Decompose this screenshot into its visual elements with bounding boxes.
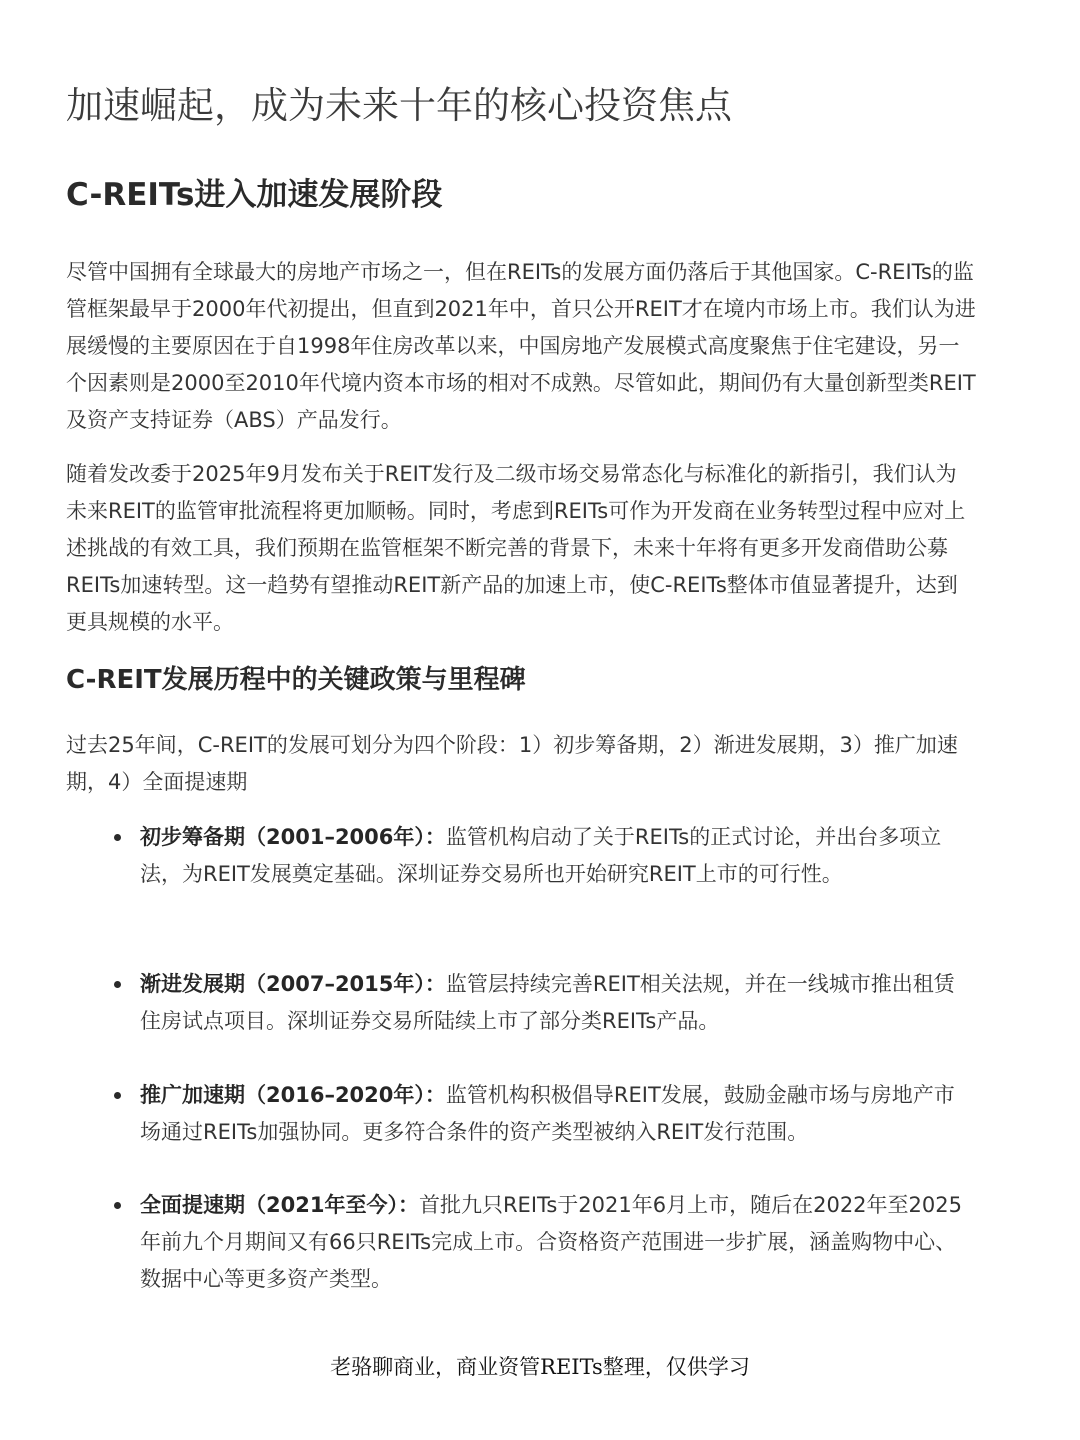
paragraph: 尽管中国拥有全球最大的房地产市场之一，但在REITs的发展方面仍落后于其他国家。C-REITs的监管框架最早于2000年代初提出，但直到2021年中，首只公开REIT才在境内市场上市。我们认为进展缓慢的主要原因在于自1998年住房改革以来，中国房地产发展模式高度聚焦于住宅建设，另一个因素则是2000至2010年代境内资本市场的相对不成熟。尽管如此，期间仍有大量创新型类REIT及资产支持证券（ABS）产品发行。 bbox=[66, 260, 976, 432]
bullet-dot bbox=[114, 981, 121, 988]
list-item-text bbox=[140, 1187, 970, 1298]
paragraph: 过去25年间，C-REIT的发展可划分为四个阶段：1）初步筹备期，2）渐进发展期，3）推广加速期，4）全面提速期 bbox=[66, 733, 958, 794]
bullet-dot bbox=[114, 1202, 121, 1209]
stage-description: 监管机构积极倡导REIT发展，鼓励金融市场与房地产市场通过REITs加强协同。更多符合条件的资产类型被纳入REIT发行范围。 bbox=[140, 1083, 955, 1144]
section-heading: C-REITs进入加速发展阶段 bbox=[66, 177, 443, 213]
paragraph: 随着发改委于2025年9月发布关于REIT发行及二级市场交易常态化与标准化的新指引，我们认为未来REIT的监管审批流程将更加顺畅。同时，考虑到REITs可作为开发商在业务转型过程中应对上述挑战的有效工具，我们预期在监管框架不断完善的背景下，未来十年将有更多开发商借助公募REITs加速转型。这一趋势有望推动REIT新产品的加速上市，使C-REITs整体市值显著提升，达到更具规模的水平。 bbox=[66, 462, 966, 634]
bullet-dot bbox=[114, 1092, 121, 1099]
lead-title: 加速崛起，成为未来十年的核心投资焦点 bbox=[66, 84, 732, 127]
stage-term: 初步筹备期（2001–2006年）： bbox=[140, 825, 446, 849]
footer-caption: 老骆聊商业，商业资管REITs整理，仅供学习 bbox=[330, 1355, 750, 1379]
list-item-text bbox=[140, 966, 970, 1040]
list-item-text bbox=[140, 819, 970, 893]
stage-description: 监管层持续完善REIT相关法规，并在一线城市推出租赁住房试点项目。深圳证券交易所陆续上市了部分类REITs产品。 bbox=[140, 972, 955, 1033]
stage-description: 首批九只REITs于2021年6月上市，随后在2022年至2025年前九个月期间又有66只REITs完成上市。合资格资产范围进一步扩展，涵盖购物中心、数据中心等更多资产类型。 bbox=[140, 1193, 962, 1291]
subsection-heading: C-REIT发展历程中的关键政策与里程碑 bbox=[66, 665, 526, 695]
stage-description: 监管机构启动了关于REITs的正式讨论，并出台多项立法，为REIT发展奠定基础。深圳证券交易所也开始研究REIT上市的可行性。 bbox=[140, 825, 942, 886]
bullet-dot bbox=[114, 834, 121, 841]
stage-term: 渐进发展期（2007–2015年）： bbox=[140, 972, 446, 996]
stage-term: 推广加速期（2016–2020年）： bbox=[140, 1083, 446, 1107]
list-item-text bbox=[140, 1077, 970, 1151]
stage-term: 全面提速期（2021年至今）： bbox=[140, 1193, 419, 1217]
